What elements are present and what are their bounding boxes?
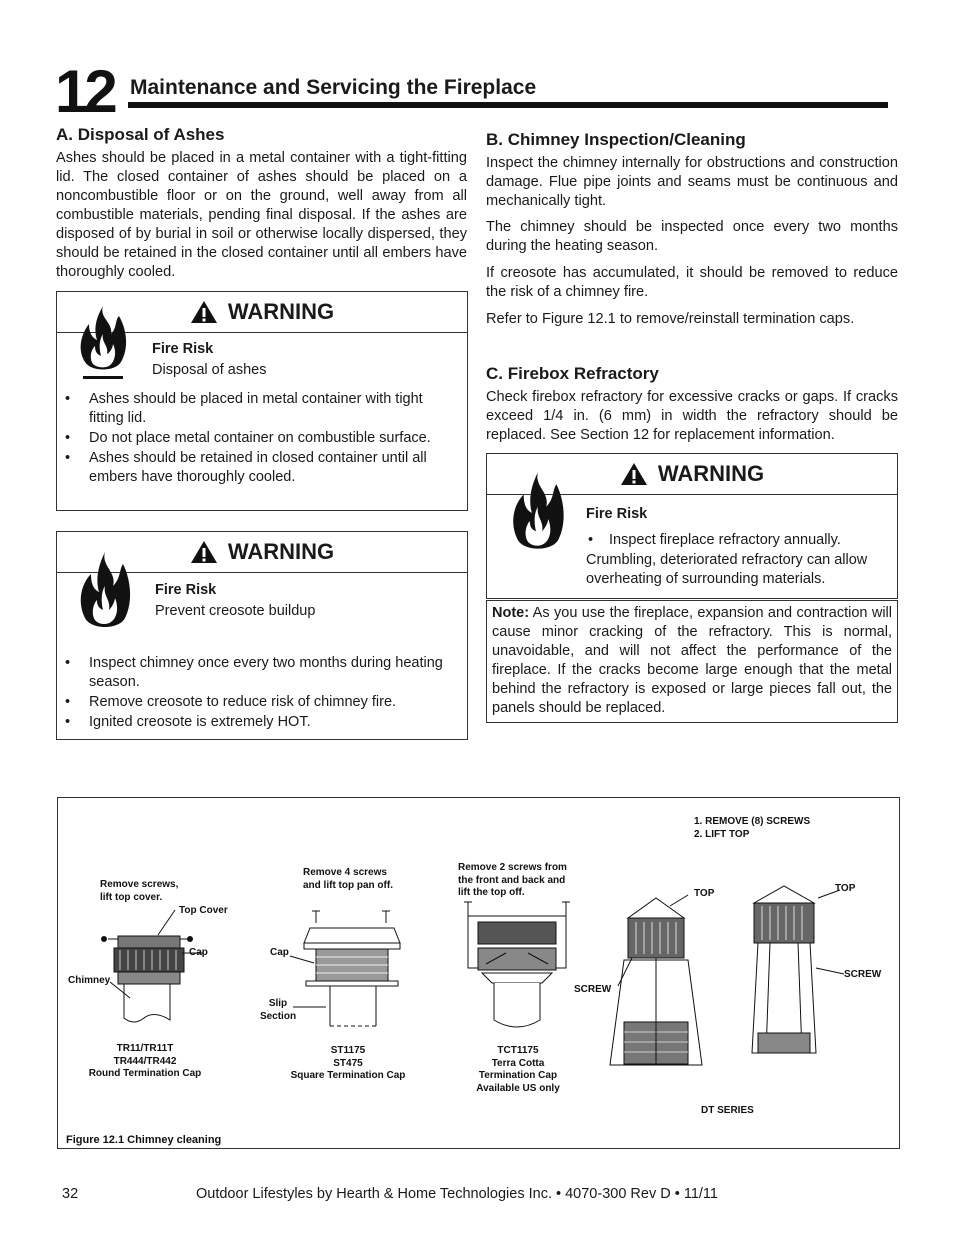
warning-label: WARNING [227, 539, 335, 564]
top-cover-label: Top Cover [179, 905, 228, 916]
top-label: TOP [694, 888, 715, 899]
section-b-p4: Refer to Figure 12.1 to remove/reinstall termination caps. [486, 311, 855, 327]
tc-instruction: Remove 2 screws from [458, 862, 567, 873]
page-title: Maintenance and Servicing the Fireplace [130, 76, 537, 99]
tc-instruction: lift the top off. [458, 887, 525, 898]
square-instruction: and lift top pan off. [303, 879, 393, 891]
warning-triangle-icon [620, 462, 648, 486]
round-model: TR444/TR442 [113, 1055, 177, 1067]
warning-bullet: • Remove creosote to reduce risk of chimney fire. [57, 693, 462, 712]
cap-label: Cap [189, 947, 208, 958]
section-c-title: C. Firebox Refractory [486, 364, 659, 383]
fire-icon [77, 550, 133, 642]
fire-risk-label: Fire Risk [155, 582, 217, 598]
note-label: Note: [492, 605, 530, 621]
section-b-p2: The chimney should be inspected once every two months during the heating season. [486, 219, 898, 254]
section-c-text: Check firebox refractory for excessive cracks or gaps. If cracks exceed 1/4 in. (6 mm) in width the refractory should be replaced. See Section 12 for replacement information. [486, 389, 898, 443]
square-instruction: Remove 4 screws [303, 867, 387, 878]
warning-bullet: • Do not place metal container on combustible surface. [57, 429, 457, 448]
screw-label: SCREW [574, 984, 612, 995]
warning-box-creosote [56, 531, 468, 740]
warning-box-ashes [56, 291, 468, 511]
warning-triangle-icon [190, 540, 218, 564]
fire-icon [75, 304, 131, 382]
round-model: TR11/TR11T [116, 1043, 174, 1054]
square-model: ST475 [333, 1057, 363, 1069]
section-b-title: B. Chimney Inspection/Cleaning [486, 130, 746, 149]
slip-label: Slip [268, 998, 288, 1009]
tc-availability: Available US only [476, 1082, 560, 1094]
warning-bullet: • Ashes should be retained in closed container until all embers have thoroughly cooled. [57, 449, 457, 487]
square-model: ST1175 [330, 1045, 366, 1056]
fire-risk-label: Fire Risk [586, 506, 648, 522]
dt-step: 2. LIFT TOP [694, 828, 750, 840]
fire-icon [507, 470, 569, 564]
section-b-p1: Inspect the chimney internally for obstructions and construction damage. Flue pipe joints and seams must be continuous and mechanically tight. [486, 155, 898, 209]
dt-step: 1. REMOVE (8) SCREWS [694, 816, 811, 827]
warning-label: WARNING [227, 299, 335, 324]
figure-caption: Figure 12.1 Chimney cleaning [66, 1134, 222, 1146]
warning-bullet: • Ignited creosote is extremely HOT. [57, 713, 462, 732]
tc-model: TCT1175 [497, 1045, 539, 1056]
cap-label: Cap [270, 947, 289, 958]
chimney-label: Chimney [68, 975, 111, 986]
section-b-p3: If creosote has accumulated, it should be removed to reduce the risk of a chimney fire. [486, 265, 898, 300]
chapter-number: 12 [55, 58, 114, 125]
screw-label: SCREW [844, 969, 882, 980]
warning-bullets [57, 390, 457, 488]
section-a-text: Ashes should be placed in a metal container with a tight-fitting lid. The closed container of ashes should be placed on a noncombustible floor or on the ground, well away from all combustible materials, pending final disposal. If the ashes are disposed of by burial in soil or otherwise locally dispersed, they should be retained in the closed container until all embers have thoroughly cooled. [56, 150, 467, 280]
top-label: TOP [835, 883, 856, 894]
warning-bullet: • Inspect chimney once every two months during heating season. [57, 654, 462, 692]
warning-bullets [57, 654, 462, 733]
section-a-title: A. Disposal of Ashes [56, 125, 225, 144]
square-name: Square Termination Cap [290, 1070, 406, 1081]
dt-series-label: DT SERIES [701, 1105, 754, 1116]
round-instruction: Remove screws, [100, 879, 179, 890]
note-text: As you use the fireplace, expansion and contraction will cause minor cracking of the refractory. This is normal, unavoidable, and will not affect the performance of the fireplace. If the cracks become large enough that the metal behind the refractory is exposed or large pieces fall out, the panels should be replaced. [492, 605, 892, 716]
warning-box-refractory: WARNING Fire Risk • Inspect fireplace refractory annually. Crumbling, deteriorated refractory can allow overheating of surrounding materials. [486, 453, 898, 599]
warning-subtitle: Prevent creosote buildup [155, 603, 316, 619]
warning-label: WARNING [657, 461, 765, 486]
figure-chimney-cleaning [57, 797, 900, 1149]
title-rule [128, 102, 888, 108]
warning-bullet: Inspect fireplace refractory annually. [609, 532, 841, 548]
warning-subtitle: Disposal of ashes [152, 362, 267, 378]
tc-instruction: the front and back and [458, 874, 566, 886]
tc-name: Terra Cotta [491, 1057, 545, 1069]
footer-text: Outdoor Lifestyles by Hearth & Home Technologies Inc. • 4070-300 Rev D • 11/11 [196, 1186, 718, 1202]
page-number: 32 [62, 1186, 79, 1202]
slip-label: Section [259, 1010, 297, 1022]
round-name: Round Termination Cap [88, 1068, 202, 1079]
chimney-caps-illustration [58, 798, 899, 1148]
tc-name: Termination Cap [478, 1070, 558, 1081]
note-box [486, 600, 898, 723]
warning-text: Crumbling, deteriorated refractory can allow overheating of surrounding materials. [586, 551, 868, 587]
round-instruction: lift top cover. [100, 891, 163, 903]
fire-risk-label: Fire Risk [152, 341, 214, 357]
warning-triangle-icon [190, 300, 218, 324]
warning-bullet: • Ashes should be placed in metal container with tight fitting lid. [57, 390, 457, 428]
